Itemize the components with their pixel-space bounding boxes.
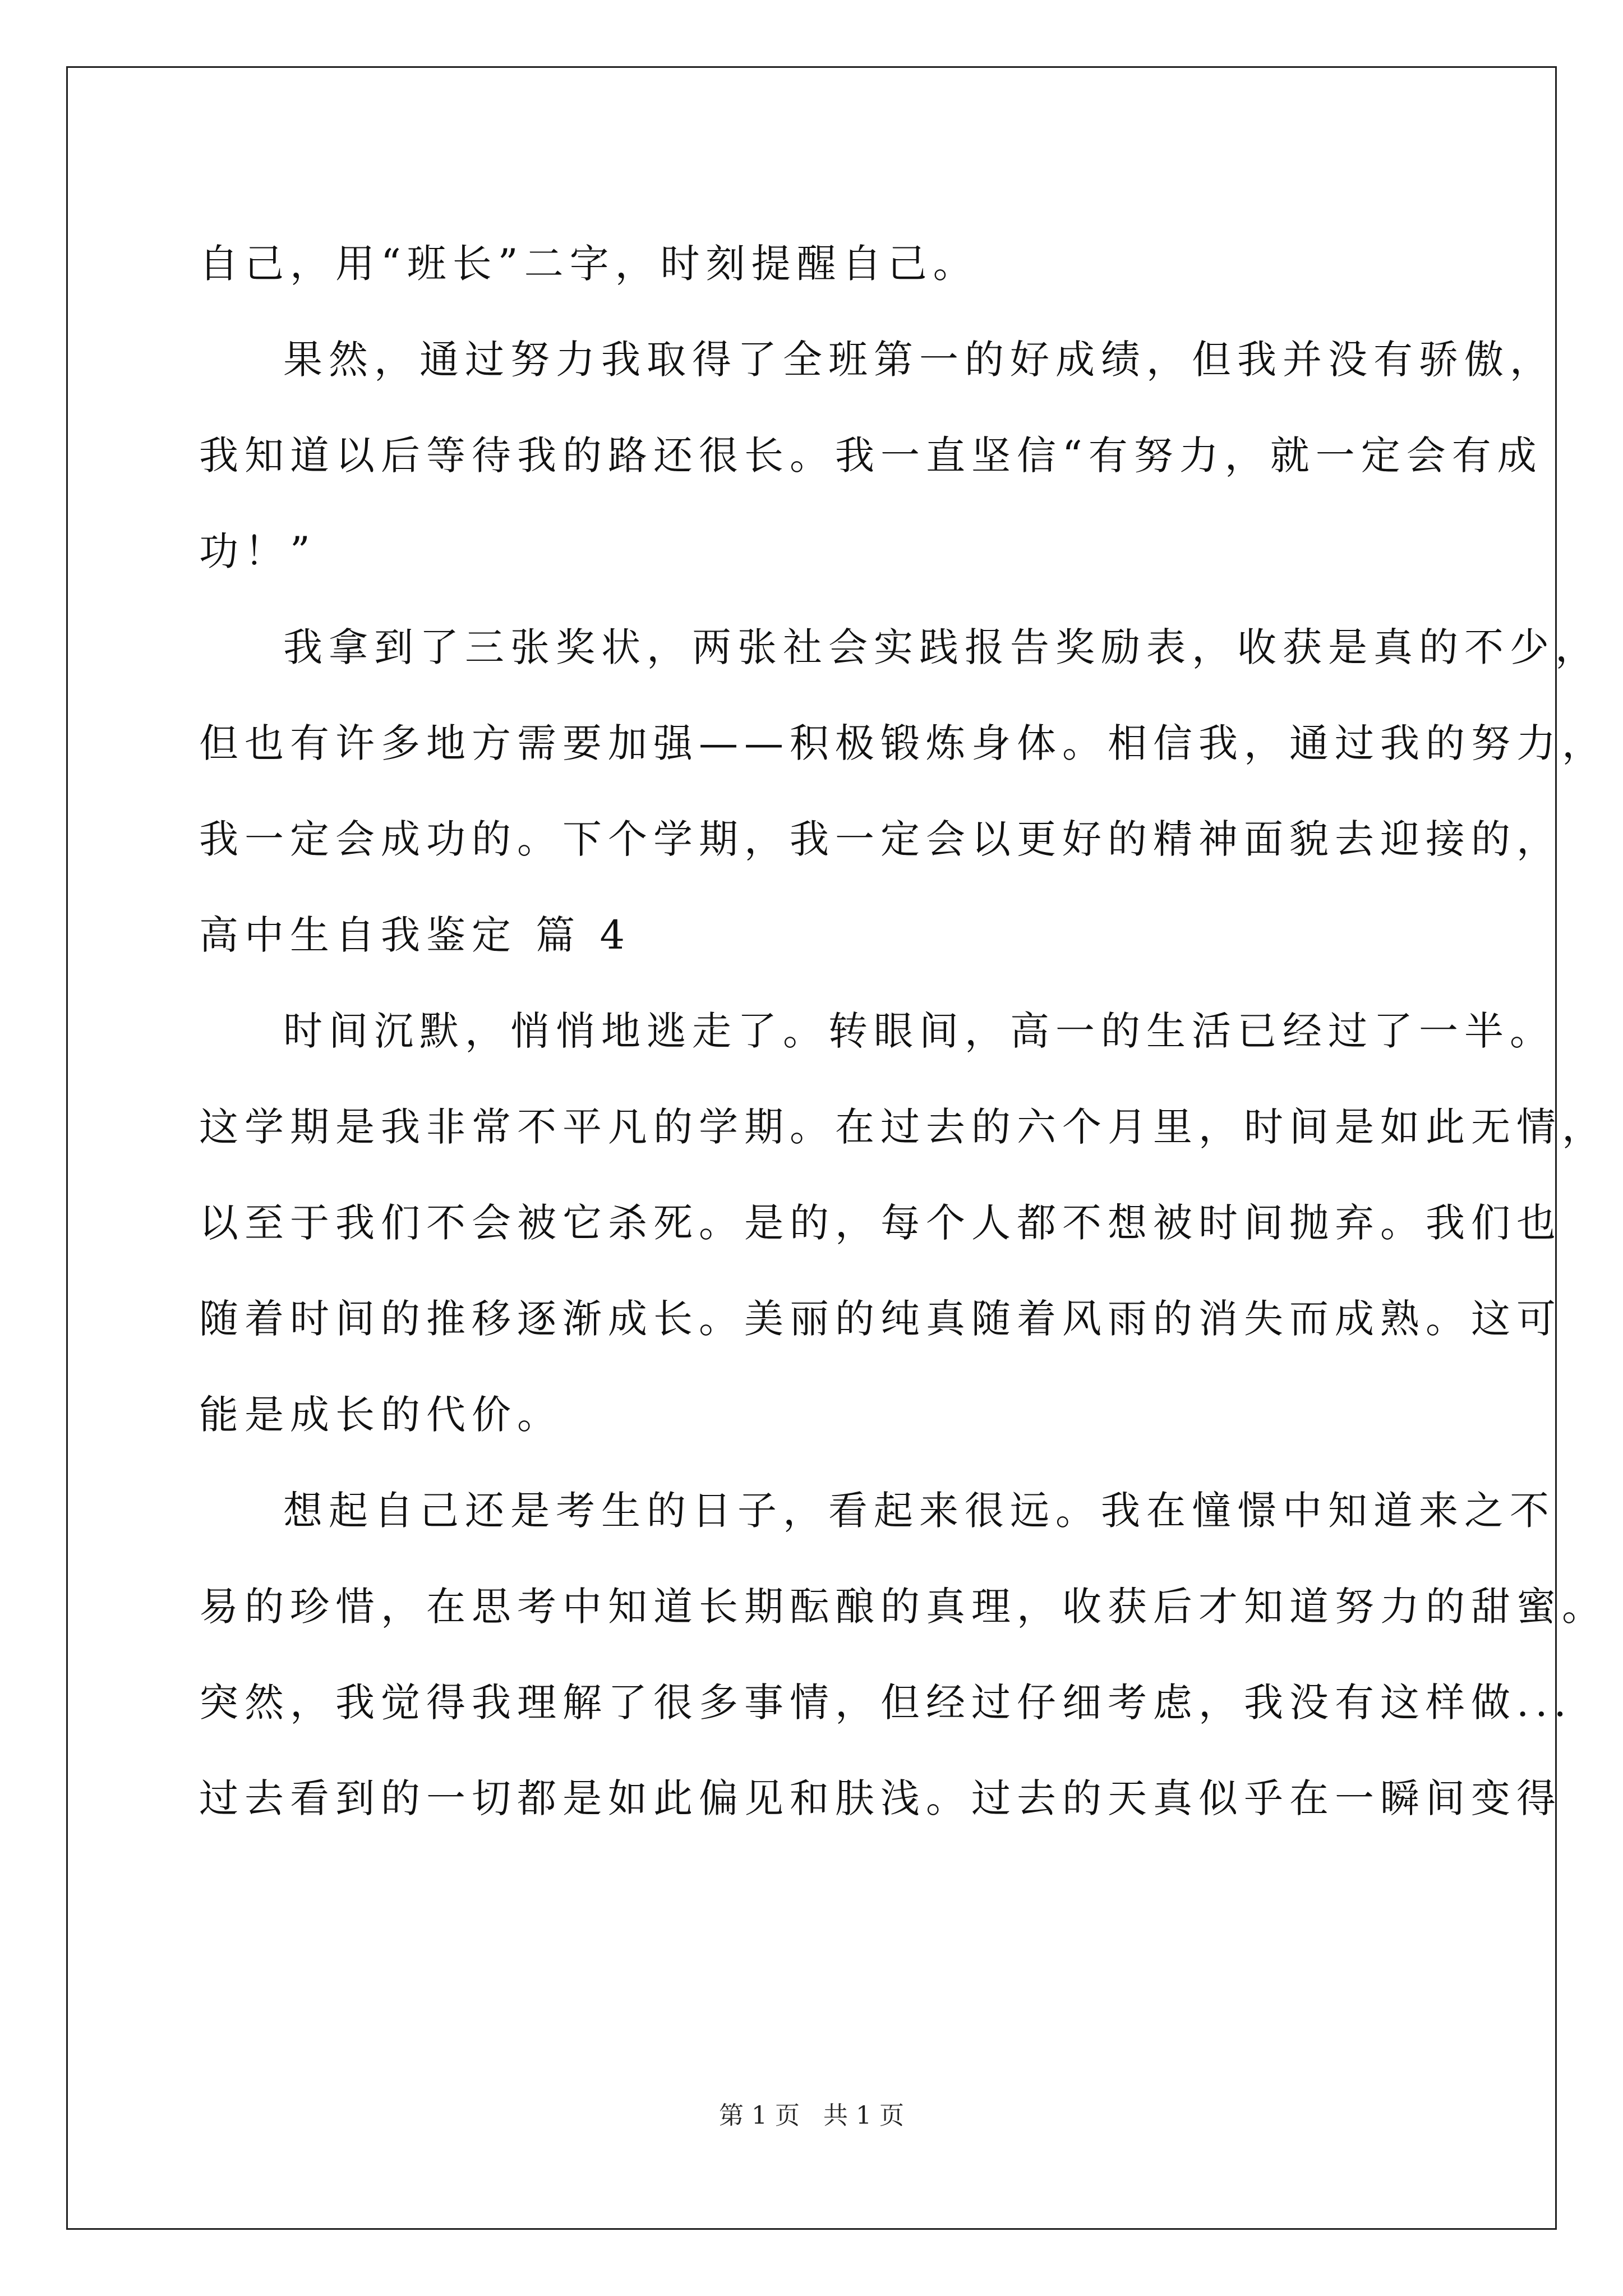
text-line: 我一定会成功的。下个学期，我一定会以更好的精神面貌去迎接的，	[199, 816, 1562, 862]
text-line: 易的珍惜，在思考中知道长期酝酿的真理，收获后才知道努力的甜蜜。	[199, 1584, 1607, 1630]
paragraph-start-line: 果然，通过努力我取得了全班第一的好成绩，但我并没有骄傲，	[283, 337, 1555, 383]
paragraph-start-line: 时间沉默，悄悄地逃走了。转眼间，高一的生活已经过了一半。	[283, 1008, 1555, 1054]
text-line: 过去看到的一切都是如此偏见和肤浅。过去的天真似乎在一瞬间变得	[199, 1775, 1562, 1821]
text-line: 随着时间的推移逐渐成长。美丽的纯真随着风雨的消失而成熟。这可	[199, 1296, 1562, 1342]
text-line: 这学期是我非常不平凡的学期。在过去的六个月里，时间是如此无情，	[199, 1104, 1607, 1150]
text-line: 自己，用“班长”二字，时刻提醒自己。	[199, 241, 979, 287]
text-line: 功！”	[199, 528, 316, 574]
paragraph-start-line: 想起自己还是考生的日子，看起来很远。我在憧憬中知道来之不	[283, 1488, 1555, 1534]
document-body	[199, 216, 1607, 1847]
text-line: 我知道以后等待我的路还很长。我一直坚信“有努力，就一定会有成	[199, 432, 1543, 478]
page-number-footer: 第 1 页 共 1 页	[719, 2101, 904, 2130]
section-heading: 高中生自我鉴定 篇 4	[199, 912, 631, 958]
text-line: 以至于我们不会被它杀死。是的，每个人都不想被时间抛弃。我们也	[199, 1200, 1562, 1246]
text-line: 能是成长的代价。	[199, 1392, 562, 1438]
paragraph-start-line: 我拿到了三张奖状，两张社会实践报告奖励表，收获是真的不少，	[283, 624, 1601, 670]
text-line: 突然，我觉得我理解了很多事情，但经过仔细考虑，我没有这样做...	[199, 1680, 1573, 1726]
text-line: 但也有许多地方需要加强——积极锻炼身体。相信我，通过我的努力，	[199, 720, 1607, 766]
